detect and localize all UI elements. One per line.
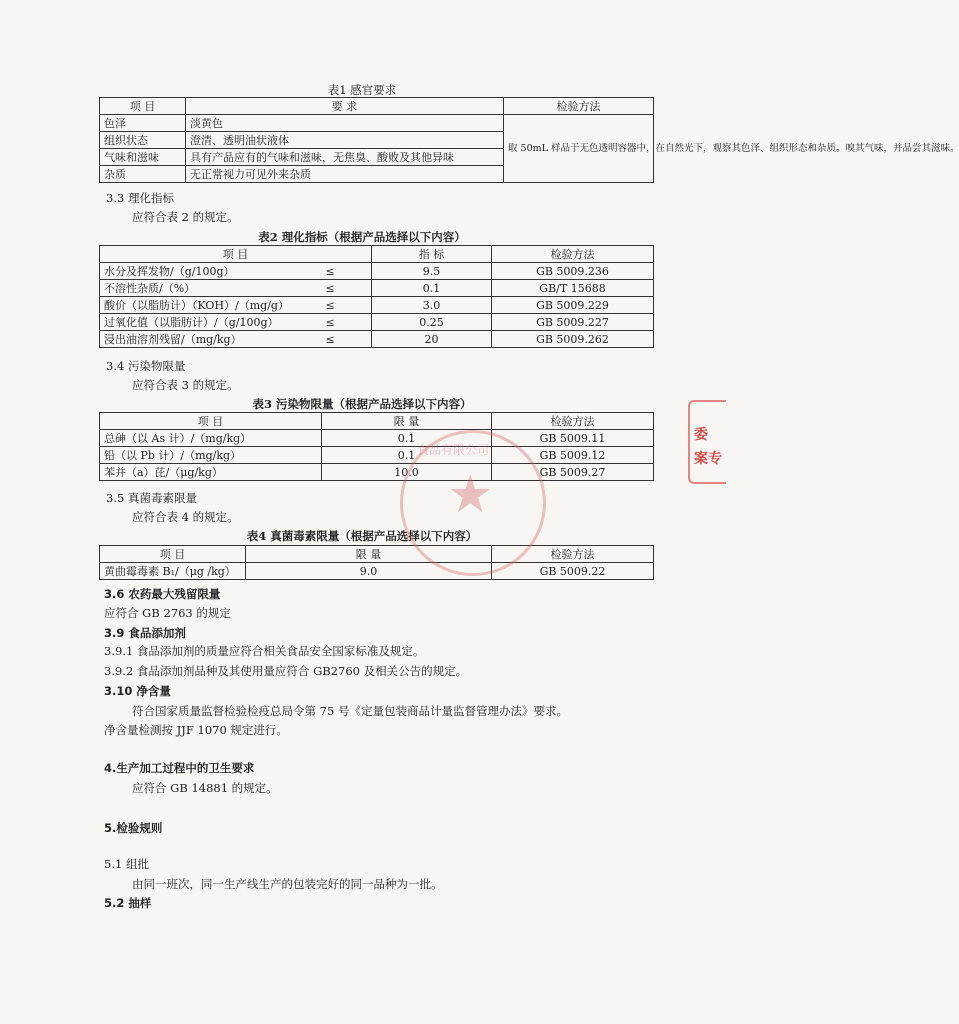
table3-header-item: 项 目 bbox=[100, 413, 322, 430]
table3-cell: GB 5009.12 bbox=[492, 447, 654, 464]
table3-cell: 苯并（a）芘/（μg/kg） bbox=[100, 464, 322, 481]
table1-sensory bbox=[99, 97, 959, 183]
table4-header-method: 检验方法 bbox=[492, 546, 654, 563]
table2-cell: ≤ bbox=[322, 314, 372, 331]
table2-header-index: 指 标 bbox=[372, 246, 492, 263]
section-5-1-text: 由同一班次，同一生产线生产的包装完好的同一品种为一批。 bbox=[132, 877, 443, 891]
table2-cell: GB 5009.236 bbox=[492, 263, 654, 280]
table4-header-item: 项 目 bbox=[100, 546, 246, 563]
section-3-4-text: 应符合表 3 的规定。 bbox=[132, 378, 239, 392]
table2-cell: 浸出油溶剂残留/（mg/kg） bbox=[100, 331, 322, 348]
section-3-9-1: 3.9.1 食品添加剂的质量应符合相关食品安全国家标准及规定。 bbox=[104, 644, 425, 658]
edge-stamp-text-1: 委 bbox=[694, 427, 708, 443]
section-3-10-line2: 净含量检测按 JJF 1070 规定进行。 bbox=[104, 723, 288, 737]
section-3-3-text: 应符合表 2 的规定。 bbox=[132, 210, 239, 224]
table2-cell: 不溶性杂质/（%） bbox=[100, 280, 322, 297]
section-3-6-text: 应符合 GB 2763 的规定 bbox=[104, 606, 231, 620]
table1-cell: 具有产品应有的气味和滋味，无焦臭、酸败及其他异味 bbox=[186, 149, 504, 166]
table1-cell: 气味和滋味 bbox=[100, 149, 186, 166]
seal-text: 食品有限公司 bbox=[417, 443, 490, 457]
table2-header-item: 项 目 bbox=[100, 246, 372, 263]
table1-method-cell: 取 50mL 样品于无色透明容器中，在自然光下，观察其色泽、组织形态和杂质。嗅其气味，并品尝其滋味。 bbox=[504, 115, 654, 183]
section-5-1-heading: 5.1 组批 bbox=[104, 857, 149, 871]
table2-cell: ≤ bbox=[322, 280, 372, 297]
table1-header-req: 要 求 bbox=[186, 98, 504, 115]
table2-cell: 过氧化值（以脂肪计）/（g/100g） bbox=[100, 314, 322, 331]
table2-physicochemical bbox=[99, 245, 654, 348]
table3-contaminants bbox=[99, 412, 654, 481]
table1-cell: 组织状态 bbox=[100, 132, 186, 149]
table3-header-method: 检验方法 bbox=[492, 413, 654, 430]
table1-cell: 澄清、透明油状液体 bbox=[186, 132, 504, 149]
table4-mycotoxins bbox=[99, 545, 654, 580]
table3-cell: GB 5009.27 bbox=[492, 464, 654, 481]
edge-stamp-text-2: 案专 bbox=[694, 451, 722, 467]
table1-cell: 杂质 bbox=[100, 166, 186, 183]
table3-cell: 0.1 bbox=[322, 430, 492, 447]
table2-cell: 0.1 bbox=[372, 280, 492, 297]
table3-cell: GB 5009.11 bbox=[492, 430, 654, 447]
table2-cell: GB/T 15688 bbox=[492, 280, 654, 297]
table2-cell: 0.25 bbox=[372, 314, 492, 331]
table1-caption: 表1 感官要求 bbox=[327, 83, 397, 97]
table1-header-method: 检验方法 bbox=[504, 98, 654, 115]
section-5-2-heading: 5.2 抽样 bbox=[104, 896, 152, 910]
table4-cell: 9.0 bbox=[246, 563, 492, 580]
section-3-10-line1: 符合国家质量监督检验检疫总局令第 75 号《定量包装商品计量监督管理办法》要求。 bbox=[132, 704, 568, 718]
table2-cell: GB 5009.229 bbox=[492, 297, 654, 314]
table2-header-method: 检验方法 bbox=[492, 246, 654, 263]
section-4-heading: 4.生产加工过程中的卫生要求 bbox=[104, 761, 255, 775]
section-3-5-heading: 3.5 真菌毒素限量 bbox=[106, 491, 197, 505]
table4-cell: 黄曲霉毒素 B₁/（μg /kg） bbox=[100, 563, 246, 580]
section-3-5-text: 应符合表 4 的规定。 bbox=[132, 510, 239, 524]
table4-header-limit: 限 量 bbox=[246, 546, 492, 563]
table3-cell: 10.0 bbox=[322, 464, 492, 481]
table2-caption: 表2 理化指标（根据产品选择以下内容） bbox=[258, 230, 466, 244]
section-5-heading: 5.检验规则 bbox=[104, 821, 163, 835]
table4-cell: GB 5009.22 bbox=[492, 563, 654, 580]
table2-cell: 20 bbox=[372, 331, 492, 348]
section-3-10-heading: 3.10 净含量 bbox=[104, 684, 171, 698]
edge-stamp bbox=[688, 400, 726, 484]
table2-cell: ≤ bbox=[322, 331, 372, 348]
table2-cell: 酸价（以脂肪计）（KOH）/（mg/g） bbox=[100, 297, 322, 314]
table2-cell: ≤ bbox=[322, 263, 372, 280]
table1-cell: 无正常视力可见外来杂质 bbox=[186, 166, 504, 183]
section-3-9-2: 3.9.2 食品添加剂品种及其使用量应符合 GB2760 及相关公告的规定。 bbox=[104, 664, 468, 678]
table1-cell: 色泽 bbox=[100, 115, 186, 132]
section-4-text: 应符合 GB 14881 的规定。 bbox=[132, 781, 278, 795]
section-3-3-heading: 3.3 理化指标 bbox=[106, 191, 174, 205]
table2-cell: GB 5009.227 bbox=[492, 314, 654, 331]
section-3-9-heading: 3.9 食品添加剂 bbox=[104, 626, 186, 640]
table3-caption: 表3 污染物限量（根据产品选择以下内容） bbox=[252, 397, 472, 411]
table2-cell: 水分及挥发物/（g/100g） bbox=[100, 263, 322, 280]
table3-header-limit: 限 量 bbox=[322, 413, 492, 430]
seal-star-icon: ★ bbox=[447, 465, 494, 525]
section-3-6-heading: 3.6 农药最大残留限量 bbox=[104, 587, 221, 601]
table2-cell: 9.5 bbox=[372, 263, 492, 280]
table1-header-item: 项 目 bbox=[100, 98, 186, 115]
table3-cell: 铅（以 Pb 计）/（mg/kg） bbox=[100, 447, 322, 464]
table4-caption: 表4 真菌毒素限量（根据产品选择以下内容） bbox=[246, 529, 478, 543]
table3-cell: 总砷（以 As 计）/（mg/kg） bbox=[100, 430, 322, 447]
table2-cell: ≤ bbox=[322, 297, 372, 314]
section-3-4-heading: 3.4 污染物限量 bbox=[106, 359, 186, 373]
table3-cell: 0.1 bbox=[322, 447, 492, 464]
table1-cell: 淡黄色 bbox=[186, 115, 504, 132]
table2-cell: 3.0 bbox=[372, 297, 492, 314]
table2-cell: GB 5009.262 bbox=[492, 331, 654, 348]
company-seal bbox=[400, 430, 546, 576]
